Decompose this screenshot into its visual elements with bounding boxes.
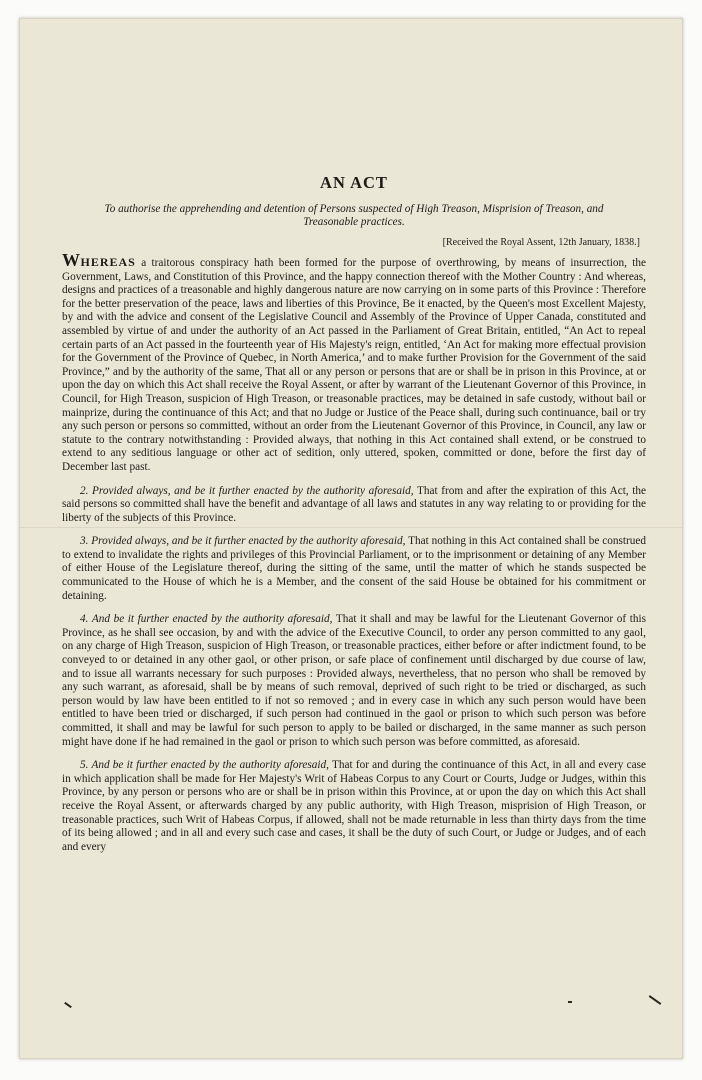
act-title: AN ACT (320, 173, 388, 192)
section-2 (62, 485, 646, 526)
document-page (19, 18, 683, 1059)
document-content (62, 155, 646, 864)
section-4-text: That it shall and may be lawful for the Lieutenant Governor of this Province, as he shall see occasion, by and with the advice of the Executive Council, to order any person committed to any gaol, on any charge of High Treason, suspicion of High Treason, or treasonable practices, either before or after indictment found, to be conveyed to or detained in any other gaol, or other prison, or safe place of confinement until discharged by due course of law, and to issue all warrants necessary for such purposes : Provided always, nevertheless, that no person who shall be removed by any such warrant, as aforesaid, shall be by means of such removal, deprived of such right to be tried or discharged, as such person would by law have been entitled to if not so removed ; and in every case in which any such person would have been entitled to have been tried or discharged, if such person had continued in the gaol or prison to which such person was before committed, it shall and may be lawful for such person to apply to be bailed or discharged, in the same manner as such person might have done if he had remained in the gaol or prison to which such person was before committed, as aforesaid. (62, 613, 646, 748)
section-1-text: a traitorous conspiracy hath been formed for the purpose of overthrowing, by means of insurrection, the Government, Laws, and Constitution of this Province, and the happy connection thereof with the Mother Country : And whereas, designs and practices of a treasonable and highly dangerous nature are now carrying on in some parts of this Province : Therefore for the better preservation of the peace, laws and liberties of this Province, Be it enacted, by the Queen's most Excellent Majesty, by and with the advice and consent of the Legislative Council and Assembly of the Province of Upper Canada, constituted and assembled by virtue of and under the authority of an Act passed in the Parliament of Great Britain, entitled, “An Act to repeal certain parts of an Act passed in the fourteenth year of His Majesty's reign, entitled, ‘An Act for making more effectual provision for the Government of the Province of Quebec, in North America,’ and to make further Provision for the Government of the said Province,” and by the authority of the same, That all or any person or persons that are or shall be in prison in this Province, at or upon the day on which this Act shall receive the Royal Assent, or after by warrant of the Lieutenant Governor of this Province, in Council, for High Treason, suspicion of High Treason, or treasonable practices, may be detained in safe custody, without bail or mainprize, during the continuance of this Act; and that no Judge or Justice of the Peace shall, during such continuance, bail or try any such person or persons so committed, without an order from the Lieutenant Governor of this Province, in Council, any law or statute to the contrary notwithstanding : Provided always, that nothing in this Act contained shall extend, or be construed to extend to any seditious language or other act of sedition, only uttered, spoken, committed or done, before the first day of December last past. (62, 257, 646, 473)
act-body (62, 250, 647, 854)
section-1-dropcap: W (62, 250, 81, 270)
act-subtitle: To authorise the apprehending and detention of Persons suspected of High Treason, Misprision of Treason, and Treasonable practices. (104, 203, 604, 228)
royal-assent-note: [Received the Royal Assent, 12th January, 1838.] (442, 237, 640, 248)
section-1-opening: HEREAS (80, 255, 136, 269)
section-2-text: That from and after the expiration of this Act, the said persons so committed shall have the benefit and advantage of all laws and statutes in any way relating to or providing for the liberty of the subjects of this Province. (62, 484, 646, 524)
ink-mark-right (649, 995, 662, 1005)
section-2-lead: 2. Provided always, and be it further enacted by the authority aforesaid, (80, 484, 414, 497)
section-3 (62, 535, 646, 603)
section-3-text: That nothing in this Act contained shall be construed to extend to invalidate the rights and privileges of this Provincial Parliament, or to the imprisonment or detaining of any Member of either House of the Legislature thereof, during the sitting of the same, until the matter of which he stands suspected be communicated to the House of which he is a Member, and the consent of the said House be obtained for his commitment or detaining. (62, 535, 647, 602)
section-5-text: That for and during the continuance of this Act, in all and every case in which application shall be made for Her Majesty's Writ of Habeas Corpus to any Court or Courts, Judge or Judges, within this Province, by any person or persons who are or shall be in prison within this Province, at or upon the day on which this Act shall receive the Royal Assent, or afterwards charged by any public authority, with High Treason, misprision of High Treason, or treasonable practices, such Writ of Habeas Corpus, if allowed, shall not be made returnable in less than thirty days from the time of its being allowed ; and in all and every such case and cases, it shall be the duty of such Court, or Judge or Judges, and of each and every (62, 759, 646, 853)
ink-mark-left (64, 1002, 72, 1008)
ink-mark-center (568, 1001, 572, 1003)
section-4-lead: 4. And be it further enacted by the authority aforesaid, (80, 613, 333, 626)
section-5 (62, 759, 646, 854)
section-1 (62, 250, 646, 475)
section-3-lead: 3. Provided always, and be it further enacted by the authority aforesaid, (80, 535, 406, 548)
section-5-lead: 5. And be it further enacted by the authority aforesaid, (80, 759, 329, 772)
section-4 (62, 613, 646, 749)
